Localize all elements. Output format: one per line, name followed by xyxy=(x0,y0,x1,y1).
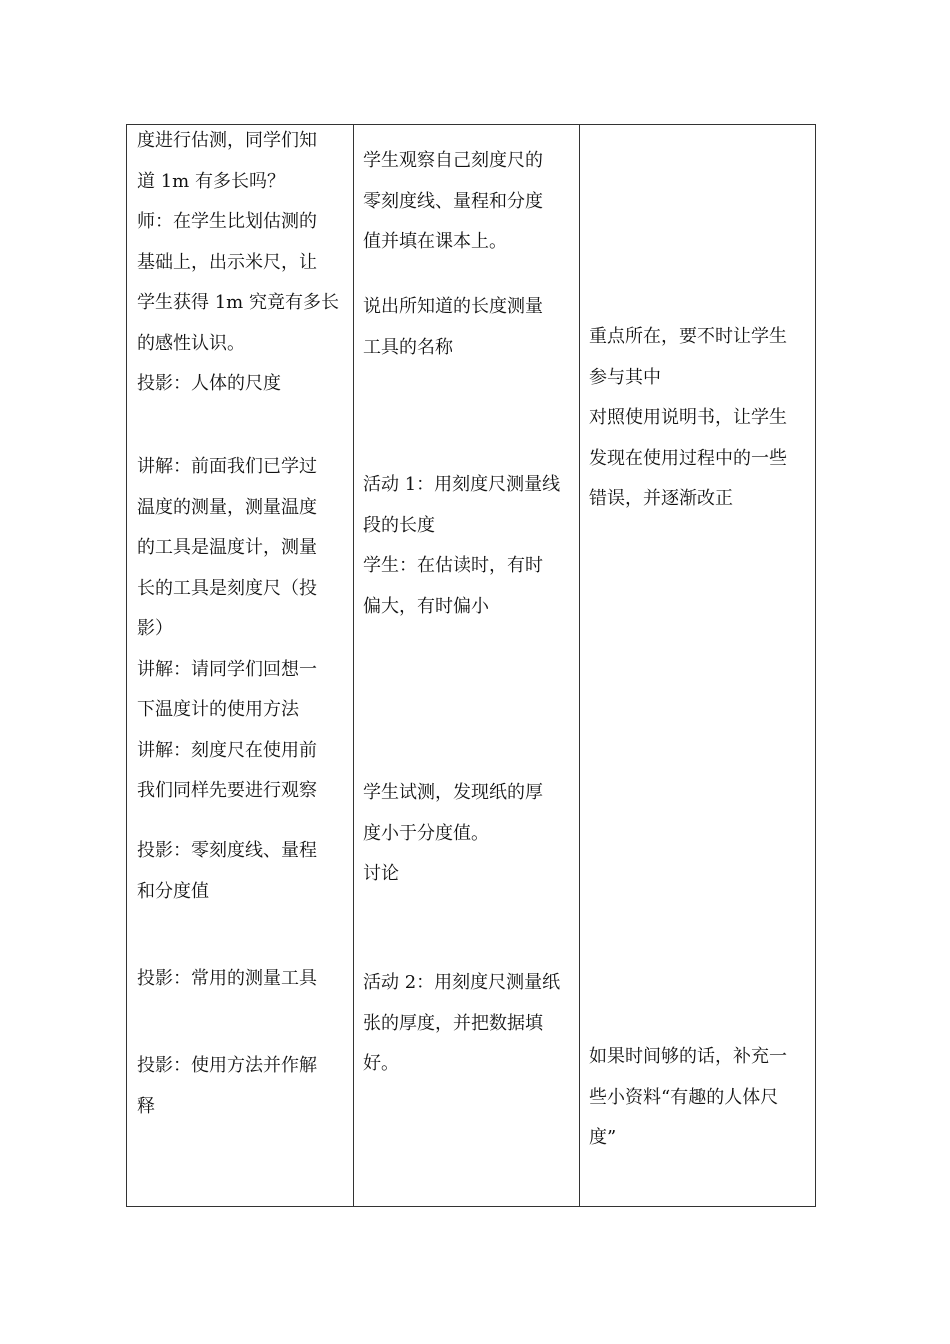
text-line: 段的长度 xyxy=(363,514,435,536)
text-line: 张的厚度，并把数据填 xyxy=(363,1012,543,1034)
text-line: 学生试测，发现纸的厚 xyxy=(363,782,543,803)
text-line: 偏大，有时偏小 xyxy=(363,595,489,617)
text-line: 值并填在课本上。 xyxy=(363,231,507,252)
teacher-paragraph xyxy=(137,447,317,812)
text-line: 影） xyxy=(137,618,173,639)
text-line: 投影：人体的尺度 xyxy=(137,373,281,394)
text-line: 道 1m 有多长吗？ xyxy=(137,170,285,192)
note-paragraph xyxy=(589,1037,787,1159)
text-line: 投影：常用的测量工具 xyxy=(137,968,317,989)
text-line: 讲解：刻度尺在使用前 xyxy=(137,739,317,761)
lesson-table xyxy=(126,124,816,1207)
text-line: 活动 2：用刻度尺测量纸 xyxy=(363,972,561,993)
student-paragraph xyxy=(363,141,543,263)
text-line: 的工具是温度计，测量 xyxy=(137,537,317,558)
text-line: 工具的名称 xyxy=(363,336,453,358)
text-line: 投影：使用方法并作解 xyxy=(137,1055,317,1076)
text-line: 零刻度线、量程和分度 xyxy=(363,190,543,212)
text-line: 度小于分度值。 xyxy=(363,822,489,844)
student-paragraph xyxy=(363,465,560,627)
text-line: 活动 1：用刻度尺测量线 xyxy=(363,474,561,495)
text-line: 学生获得 1m 究竟有多长 xyxy=(137,292,339,313)
student-paragraph xyxy=(363,963,560,1085)
text-line: 度进行估测，同学们知 xyxy=(137,130,317,151)
text-line: 参与其中 xyxy=(589,366,661,388)
column-divider xyxy=(579,125,580,1206)
text-line: 发现在使用过程中的一些 xyxy=(589,447,787,469)
text-line: 投影：零刻度线、量程 xyxy=(137,840,317,861)
text-line: 错误，并逐渐改正 xyxy=(589,488,733,509)
text-line: 和分度值 xyxy=(137,880,209,902)
text-line: 基础上，出示米尺，让 xyxy=(137,251,317,273)
text-line: 释 xyxy=(137,1095,155,1117)
column-divider xyxy=(353,125,354,1206)
text-line: 我们同样先要进行观察 xyxy=(137,780,317,801)
text-line: 重点所在，要不时让学生 xyxy=(589,326,787,347)
text-line: 讨论 xyxy=(363,863,399,884)
note-paragraph xyxy=(589,317,787,520)
text-line: 的感性认识。 xyxy=(137,332,245,354)
text-line: 讲解：请同学们回想一 xyxy=(137,658,317,680)
text-line: 下温度计的使用方法 xyxy=(137,699,299,720)
teacher-activity-column xyxy=(137,125,349,1206)
text-line: 说出所知道的长度测量 xyxy=(363,296,543,317)
text-line: 学生：在估读时，有时 xyxy=(363,555,543,576)
student-activity-column xyxy=(363,125,575,1206)
text-line: 温度的测量，测量温度 xyxy=(137,496,317,518)
text-line: 对照使用说明书，让学生 xyxy=(589,407,787,428)
text-line: 好。 xyxy=(363,1053,399,1074)
text-line: 长的工具是刻度尺（投 xyxy=(137,577,317,599)
teacher-paragraph xyxy=(137,121,339,405)
text-line: 讲解：前面我们已学过 xyxy=(137,456,317,477)
teacher-paragraph xyxy=(137,1046,317,1127)
teacher-paragraph xyxy=(137,831,317,912)
student-paragraph xyxy=(363,773,543,895)
text-line: 如果时间够的话，补充一 xyxy=(589,1046,787,1067)
teacher-paragraph xyxy=(137,959,317,1000)
design-notes-column xyxy=(589,125,809,1206)
text-line: 些小资料“有趣的人体尺 xyxy=(589,1086,779,1108)
text-line: 学生观察自己刻度尺的 xyxy=(363,150,543,171)
text-line: 度” xyxy=(589,1127,617,1148)
student-paragraph xyxy=(363,287,543,368)
text-line: 师：在学生比划估测的 xyxy=(137,211,317,232)
